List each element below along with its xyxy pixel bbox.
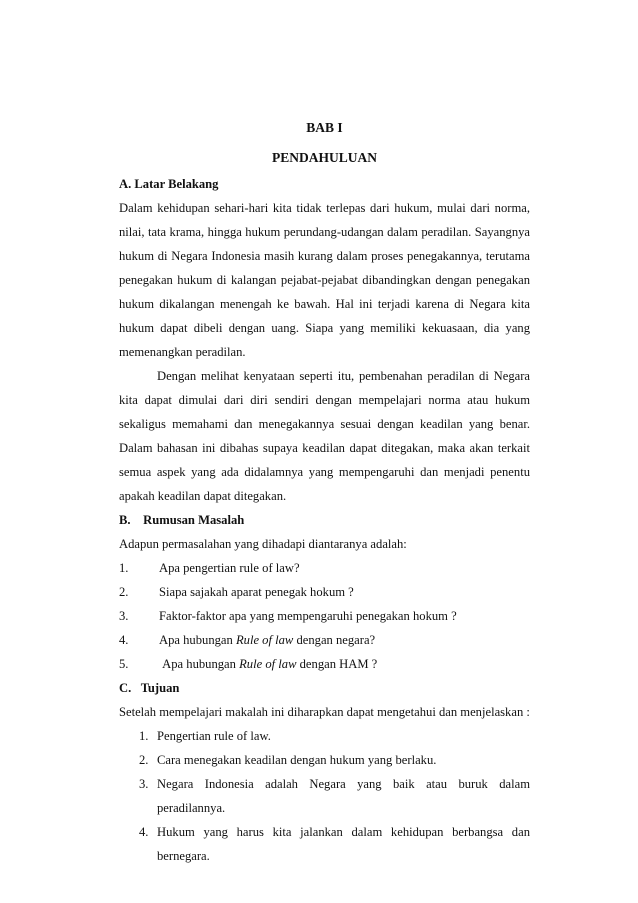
list-item-text <box>159 580 530 604</box>
list-item <box>119 556 530 580</box>
list-item-number: 3. <box>119 609 129 623</box>
list-item-number: 5. <box>119 657 129 671</box>
list-item-text: Cara menegakan keadilan dengan hukum yang berlaku. <box>157 753 437 767</box>
list-item <box>119 628 530 652</box>
section-a-paragraph-2: Dengan melihat kenyataan seperti itu, pembenahan peradilan di Negara kita dapat dimulai dari diri sendiri dengan mempelajari norma atau hukum sekaligus memahami dan menegakannya sesuai dengan keadilan yang benar. Dalam bahasan ini dibahas supaya keadilan dapat ditegakan, maka akan terkait semua aspek yang ada didalamnya yang mempengaruhi dan menjadi penentu apakah keadilan dapat ditegakan. <box>119 369 530 503</box>
list-item <box>139 772 530 820</box>
list-item-text-part: Apa hubungan <box>159 657 240 671</box>
list-item-text: Hukum yang harus kita jalankan dalam kehidupan berbangsa dan bernegara. <box>157 825 530 863</box>
list-item-text: Pengertian rule of law. <box>157 729 271 743</box>
section-b-intro: Adapun permasalahan yang dihadapi diantaranya adalah: <box>119 537 407 551</box>
problem-list <box>119 556 530 676</box>
list-item-number: 2. <box>119 585 129 599</box>
chapter-title: PENDAHULUAN <box>271 150 377 165</box>
list-item-italic-term: Rule of law <box>239 657 297 671</box>
list-item <box>139 820 530 868</box>
section-c-heading: C. Tujuan <box>119 681 180 695</box>
list-item <box>139 748 530 772</box>
list-item-number: 1. <box>139 729 149 743</box>
chapter-label: BAB I <box>306 120 343 135</box>
list-item <box>139 724 530 748</box>
list-item <box>119 604 530 628</box>
list-item-text-part: Apa pengertian rule of law? <box>159 561 300 575</box>
list-item-text <box>159 556 530 580</box>
list-item-number: 4. <box>119 633 129 647</box>
list-item-text-part: Apa hubungan <box>159 633 236 647</box>
list-item <box>119 652 530 676</box>
document-page <box>119 112 530 868</box>
list-item-text-part: dengan HAM ? <box>296 657 378 671</box>
objective-list <box>119 724 530 868</box>
list-item-text-part: dengan negara? <box>293 633 376 647</box>
section-c-intro: Setelah mempelajari makalah ini diharapkan dapat mengetahui dan menjelaskan : <box>119 705 530 719</box>
list-item-text-part: Faktor-faktor apa yang mempengaruhi penegakan hokum ? <box>159 609 457 623</box>
list-item-number: 3. <box>139 777 149 791</box>
list-item-number: 4. <box>139 825 149 839</box>
section-a-heading: A. Latar Belakang <box>119 177 219 191</box>
section-a-paragraph-1: Dalam kehidupan sehari-hari kita tidak terlepas dari hukum, mulai dari norma, nilai, tata krama, hingga hukum perundang-udangan dalam peradilan. Sayangnya hukum di Negara Indonesia masih kurang dalam proses penegakannya, terutama penegakan hukum di kalangan pejabat-pejabat dibandingkan dengan penegakan hukum dikalangan menengah ke bawah. Hal ini terjadi karena di Negara kita hukum dapat dibeli dengan uang. Siapa yang memiliki kekuasaan, dia yang memenangkan peradilan. <box>119 201 530 359</box>
list-item-italic-term: Rule of law <box>235 633 294 647</box>
list-item-number: 1. <box>119 561 129 575</box>
section-b-heading: B. Rumusan Masalah <box>119 513 245 527</box>
list-item <box>119 580 530 604</box>
list-item-text <box>159 604 530 628</box>
list-item-number: 2. <box>139 753 149 767</box>
list-item-text <box>159 652 530 676</box>
list-item-text-part: Siapa sajakah aparat penegak hokum ? <box>159 585 354 599</box>
list-item-text: Negara Indonesia adalah Negara yang baik atau buruk dalam peradilannya. <box>157 777 530 815</box>
list-item-text <box>159 628 530 652</box>
